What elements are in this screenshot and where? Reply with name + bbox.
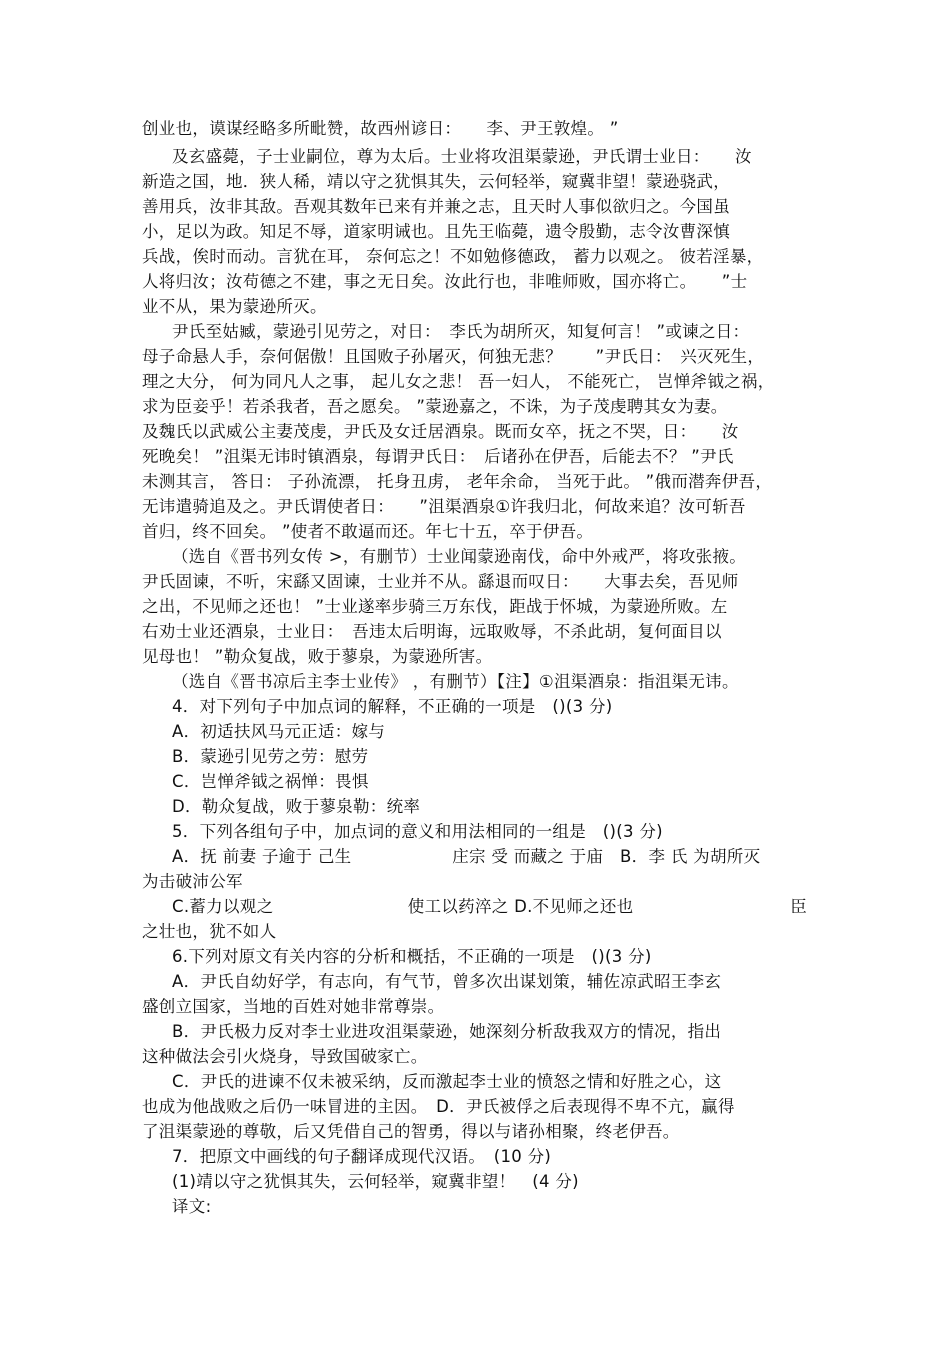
option-ab: A．抚 前妻 子逾于 己生 庄宗 受 而藏之 于庙 B．李 氏 为胡所灭 (172, 847, 761, 866)
option-c: C．岂惮斧钺之祸惮：畏惧 (172, 772, 369, 791)
question-5: 5．下列各组句子中，加点词的意义和用法相同的一组是 ()(3 分) (172, 822, 663, 841)
text-line: 尹氏固谏，不听，宋繇又固谏，士业并不从。繇退而叹日： 大事去矣，吾见师 (142, 572, 739, 591)
text-line: 盛创立国家，当地的百姓对她非常尊崇。 (142, 997, 445, 1016)
text-line: 未测其言， 答日： 子孙流漂， 托身丑虏， 老年余命， 当死于此。 ”俄而潜奔伊吾， (142, 472, 773, 491)
text-line: 新造之国，地．狭人稀，靖以守之犹惧其失，云何轻举，窥冀非望！蒙逊骁武， (142, 172, 730, 191)
option-d: D．勒众复战，败于蓼泉勒：统率 (172, 797, 421, 816)
text-line: 也成为他战败之后仍一味冒进的主因。 D．尹氏被俘之后表现得不卑不亢，赢得 (142, 1097, 735, 1116)
text-line: 了沮渠蒙逊的尊敬，后又凭借自己的智勇，得以与诸孙相聚，终老伊吾。 (142, 1122, 680, 1141)
text-line: 善用兵，汝非其敌。吾观其数年已来有并兼之志，且天时人事似欲归之。今国虽 (142, 197, 730, 216)
question-7-1: (1)靖以守之犹惧其失，云何轻举，窥冀非望！ (4 分) (172, 1172, 579, 1191)
text-line: 这种做法会引火烧身，导致国破家亡。 (142, 1047, 428, 1066)
text-line: 及魏氏以武威公主妻茂虔，尹氏及女迁居酒泉。既而女卒，抚之不哭，日： 汝 (142, 422, 739, 441)
text-line: 创业也，谟谋经略多所毗赞，故西州谚日： 李、尹王敦煌。 ” (142, 119, 619, 138)
question-7: 7．把原文中画线的句子翻译成现代汉语。 (10 分) (172, 1147, 552, 1166)
text-line: （选自《晋书凉后主李士业传》 ，有删节）【注】①沮渠酒泉：指沮渠无讳。 (172, 672, 739, 691)
text-line: 无讳遣骑追及之。尹氏谓使者日： ”沮渠酒泉①许我归北，何故来追？汝可斩吾 (142, 497, 746, 516)
question-6: 6.下列对原文有关内容的分析和概括，不正确的一项是 ()(3 分) (172, 947, 652, 966)
option-b: B．蒙逊引见劳之劳：慰劳 (172, 747, 369, 766)
text-line: 小，足以为政。知足不辱，道家明诫也。且先王临薨，遗令殷勤，志令汝曹深慎 (142, 222, 730, 241)
text-line: 求为臣妾乎！若杀我者，吾之愿矣。 ”蒙逊嘉之，不诛，为子茂虔聘其女为妻。 (142, 397, 728, 416)
text-line: 为击破沛公军 (142, 872, 243, 891)
text-line: 之出，不见师之还也！ ”士业遂率步骑三万东伐，距战于怀城，为蒙逊所败。左 (142, 597, 728, 616)
text-line: 之壮也，犹不如人 (142, 922, 277, 941)
text-line: 见母也！ ”勒众复战，败于蓼泉，为蒙逊所害。 (142, 647, 493, 666)
text-line: 理之大分， 何为同凡人之事， 起儿女之悲！ 吾一妇人， 不能死亡， 岂惮斧钺之祸， (142, 372, 775, 391)
text-line: 及玄盛薨，子士业嗣位，尊为太后。士业将攻沮渠蒙逊，尹氏谓士业日： 汝 (172, 147, 752, 166)
question-4: 4．对下列句子中加点词的解释，不正确的一项是 ()(3 分) (172, 697, 613, 716)
option-c: C．尹氏的进谏不仅未被采纳，反而激起李士业的愤怒之情和好胜之心，这 (172, 1072, 722, 1091)
text-line: 母子命悬人手，奈何倨傲！且国败子孙屠灭，何独无悲？ ”尹氏日： 兴灭死生， (142, 347, 765, 366)
text-line: 尹氏至姑臧，蒙逊引见劳之，对日： 李氏为胡所灭，知复何言！ ”或谏之日： (172, 322, 750, 341)
option-a: A．初适扶风马元正适：嫁与 (172, 722, 386, 741)
option-a: A．尹氏自幼好学，有志向，有气节，曾多次出谋划策，辅佐凉武昭王李玄 (172, 972, 722, 991)
text-line: 死晚矣！ ”沮渠无讳时镇酒泉，每谓尹氏日： 后诸孙在伊吾，后能去不？ ”尹氏 (142, 447, 734, 466)
text-line: 业不从，果为蒙逊所灭。 (142, 297, 327, 316)
option-b: B．尹氏极力反对李士业进攻沮渠蒙逊，她深刻分析敌我双方的情况，指出 (172, 1022, 722, 1041)
translation-label: 译文: (172, 1197, 212, 1216)
text-line: （选自《晋书列女传 >，有删节）士业闻蒙逊南伐，命中外戒严，将攻张掖。 (172, 547, 747, 566)
text-line: 人将归汝；汝苟德之不建，事之无日矣。汝此行也，非唯师败，国亦将亡。 ”士 (142, 272, 748, 291)
text-line: 兵战，俟时而动。言犹在耳， 奈何忘之！不如勉修德政， 蓄力以观之。 彼若淫暴， (142, 247, 764, 266)
option-cd: C.蓄力以观之 使工以药淬之 D.不见师之还也 臣 (172, 897, 808, 916)
text-line: 首归，终不回矣。 ”使者不敢逼而还。年七十五，卒于伊吾。 (142, 522, 594, 541)
text-line: 右劝士业还酒泉，士业日： 吾违太后明诲，远取败辱，不杀此胡，复何面目以 (142, 622, 722, 641)
